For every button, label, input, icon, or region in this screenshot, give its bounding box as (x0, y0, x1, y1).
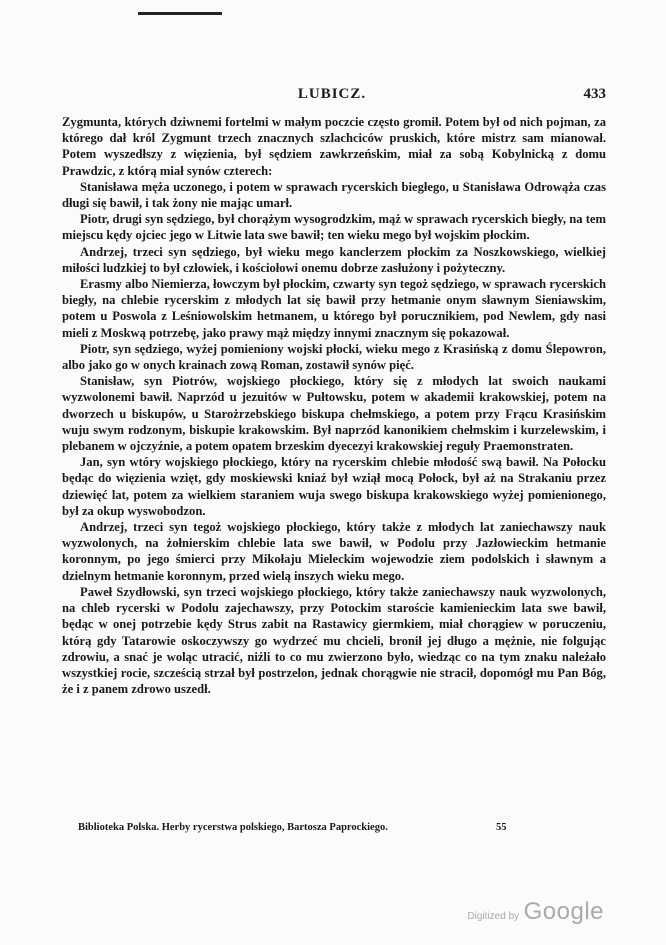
paragraph: Andrzej, trzeci syn tegoż wojskiego płockiego, który także z młodych lat zaniechawszy nauk wyzwolonych, na żołnierskim chlebie lata swe bawił, w Podolu przy Jazłowieckim hetmanie koronnym, po jego śmierci przy Mikołaju Mieleckim wojewodzie ziem podolskich i sławnym a dzielnym hetmanie koronnym, przed wielą inszych wieku mego. (62, 520, 606, 583)
paragraph: Piotr, syn sędziego, wyżej pomieniony wojski płocki, wieku mego z Krasińską z domu Ślepowron, albo jako go w onych krainach zową Roman, zostawił synów pięć. (62, 341, 606, 373)
paragraph: Andrzej, trzeci syn sędziego, był wieku mego kanclerzem płockim za Noszkowskiego, wielkiej miłości ludzkiej to był człowiek, i kościołowi onemu dobrze zasłużony i pożyteczny. (62, 244, 606, 275)
top-rule (138, 12, 222, 15)
body-text (62, 114, 606, 697)
footer-citation: Biblioteka Polska. Herby rycerstwa polskiego, Bartosza Paprockiego. (78, 822, 388, 833)
paragraph: Erasmy albo Niemierza, łowczym był płockim, czwarty syn tegoż sędziego, w sprawach rycerskich biegły, na chlebie rycerskim z młodych lat się bawił przy hetmanie onym sławnym Sieniawskim, potem u Poswola z Leśniowolskim hetmanem, u którego był porucznikiem, pod Newlem, gdy nasi mieli z Moskwą potrzebę, jako prawy mąż między innymi znacznym się pokazował. (62, 277, 606, 340)
google-watermark (467, 898, 604, 926)
paragraph: Zygmunta, których dziwnemi fortelmi w małym poczcie często gromił. Potem był od nich pojman, za którego dał król Zygmunt trzech znacznych szlachciców pruskich, które mistrz sam mianował. Potem wyszedłszy z więzienia, był sędziem zawkrzeńskim, miał za sobą Kobylnicką z domu Prawdzic, z którą miał synów czterech: (62, 115, 606, 178)
signature-mark: 55 (496, 822, 507, 833)
paragraph: Paweł Szydłowski, syn trzeci wojskiego płockiego, który także zaniechawszy nauk wyzwolonych, na chleb rycerski w Podolu zajechawszy, przy Potockim staroście kamienieckim lata swe bawił, będąc w onej potrzebie kędy Strus zabit na Rastawicy giermkiem, miał chorągiew w poruczeniu, którą gdy Tatarowie oskoczywszy go wydrzeć mu chcieli, bronił jej długo a mężnie, nie folgując zdrowiu, a snać je woląc utracić, niźli to co mu zwierzono było, wiedząc co na tym znaku należało wszystkiej rocie, szcześcią strzał był postrzelon, jednak chorągwie nie stracił, dopomógł mu Pan Bóg, że i z panem zdrowo uszedł. (62, 584, 606, 697)
paragraph: Stanisława męża uczonego, i potem w sprawach rycerskich biegłego, u Stanisława Odrowąża czas długi się bawił, i tak żony nie mając umarł. (62, 179, 606, 211)
page-number: 433 (583, 86, 606, 102)
paragraph: Jan, syn wtóry wojskiego płockiego, który na rycerskim chlebie młodość swą bawił. Na Połocku będąc do więzienia wzięt, gdy moskiewski kniaź był wziął mocą Połock, był aż na Strakaniu przez dziewięć lat, potem za wielkiem staraniem wuja swego biskupa krakowskiego wyżej pomienionego, był za okup wyswobodzon. (62, 455, 606, 518)
paragraph: Stanisław, syn Piotrów, wojskiego płockiego, który się z młodych lat swoich naukami wyzwolonemi bawił. Naprzód u jezuitów w Pułtowsku, potem w akademii krakowskiej, potem na dworzech u biskupów, u Starożrzebskiego biskupa chełmskiego, a potem przy Frącu Krasińskim wuju swym rodzonym, biskupie krakowskim. Był naprzód kanonikiem chełmskim i kurzelewskim, i plebanem w ojczyźnie, a potem opatem brzeskim dyecezyi krakowskiej reguły Praemonstraten. (62, 374, 606, 454)
page-header (58, 86, 606, 106)
paragraph: Piotr, drugi syn sędziego, był chorążym wysogrodzkim, mąż w sprawach rycerskich biegły, na tem miejscu kędy ojciec jego w Litwie lata swe bawił; ten wieku mego był wojskim płockim. (62, 212, 606, 243)
google-logo: Google (523, 898, 604, 925)
running-title: LUBICZ. (297, 86, 367, 102)
digitized-label: Digitized by (467, 911, 520, 922)
